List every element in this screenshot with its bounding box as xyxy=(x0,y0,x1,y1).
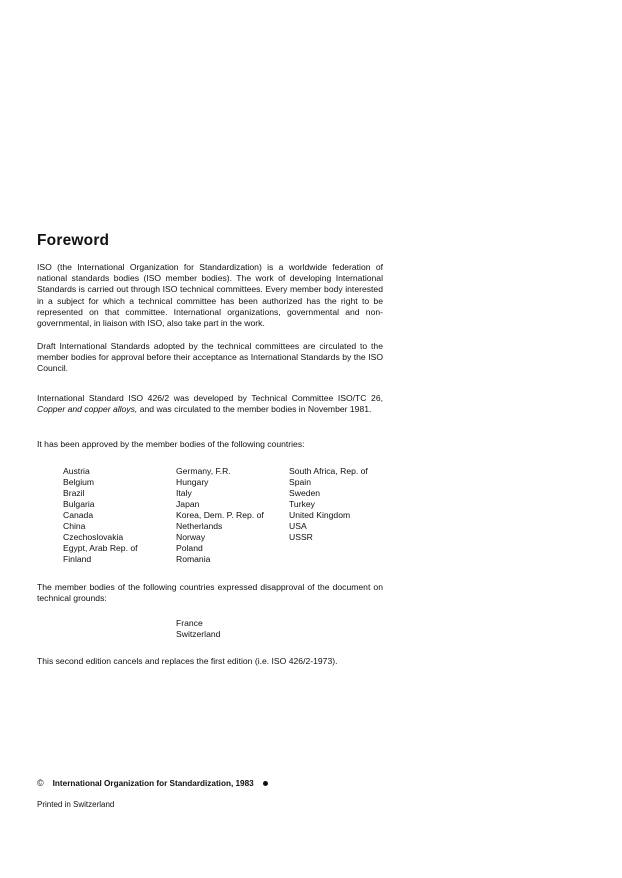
country-name: Spain xyxy=(289,477,311,487)
copyright-line xyxy=(37,778,268,788)
country-name: United Kingdom xyxy=(289,510,351,520)
paragraph-approval: It has been approved by the member bodies of the following countries: xyxy=(37,439,305,449)
country-name: USA xyxy=(289,521,307,531)
country-name: Romania xyxy=(176,554,211,564)
country-name: Italy xyxy=(176,488,192,498)
countries-column-3 xyxy=(289,466,368,543)
approving-countries-list xyxy=(63,466,393,568)
country-name: Bulgaria xyxy=(63,499,95,509)
bullet-icon xyxy=(263,781,268,786)
country-name: Poland xyxy=(176,543,203,553)
countries-column-2 xyxy=(176,466,264,565)
country-name: Hungary xyxy=(176,477,209,487)
country-name: Turkey xyxy=(289,499,315,509)
copyright-symbol: © xyxy=(37,778,44,788)
country-name: Netherlands xyxy=(176,521,223,531)
paragraph-development xyxy=(37,393,383,415)
printed-in: Printed in Switzerland xyxy=(37,800,115,809)
country-name: Czechoslovakia xyxy=(63,532,124,542)
paragraph-draft-standards: Draft International Standards adopted by the technical committees are circulated to the member bodies for approval before their acceptance as International Standards by the ISO Council. xyxy=(37,341,383,374)
countries-column-1 xyxy=(63,466,138,565)
disapproving-countries-list xyxy=(176,618,220,640)
copyright-organization: International Organization for Standardization, 1983 xyxy=(52,779,254,788)
country-name: China xyxy=(63,521,86,531)
country-name: Germany, F.R. xyxy=(176,466,231,476)
committee-subject: Copper and copper alloys, xyxy=(37,404,138,415)
country-name: Belgium xyxy=(63,477,95,487)
country-name: Finland xyxy=(63,554,92,564)
development-text-start: International Standard ISO 426/2 was developed by Technical Committee ISO/TC 26, xyxy=(37,393,383,403)
page-title: Foreword xyxy=(37,232,110,249)
country-name: Norway xyxy=(176,532,206,542)
country-name: Japan xyxy=(176,499,200,509)
paragraph-disapproval: The member bodies of the following countries expressed disapproval of the document on technical grounds: xyxy=(37,582,383,604)
paragraph-iso-intro: ISO (the International Organization for Standardization) is a worldwide federation of national standards bodies (ISO member bodies). The work of developing International Standards is carried out through ISO technical committees. Every member body interested in a subject for which a technical committee has been authorized has the right to be represented on that committee. International organizations, governmental and non-governmental, in liaison with ISO, also take part in the work. xyxy=(37,262,383,329)
development-text-end: and was circulated to the member bodies in November 1981. xyxy=(139,404,372,415)
country-name: Korea, Dem. P. Rep. of xyxy=(176,510,264,520)
country-name: Egypt, Arab Rep. of xyxy=(63,543,138,553)
country-name: Switzerland xyxy=(176,629,221,639)
country-name: France xyxy=(176,618,203,628)
paragraph-edition-note: This second edition cancels and replaces the first edition (i.e. ISO 426/2-1973). xyxy=(37,656,338,666)
country-name: Brazil xyxy=(63,488,85,498)
country-name: USSR xyxy=(289,532,313,542)
country-name: Austria xyxy=(63,466,90,476)
country-name: South Africa, Rep. of xyxy=(289,466,368,476)
country-name: Canada xyxy=(63,510,94,520)
country-name: Sweden xyxy=(289,488,321,498)
